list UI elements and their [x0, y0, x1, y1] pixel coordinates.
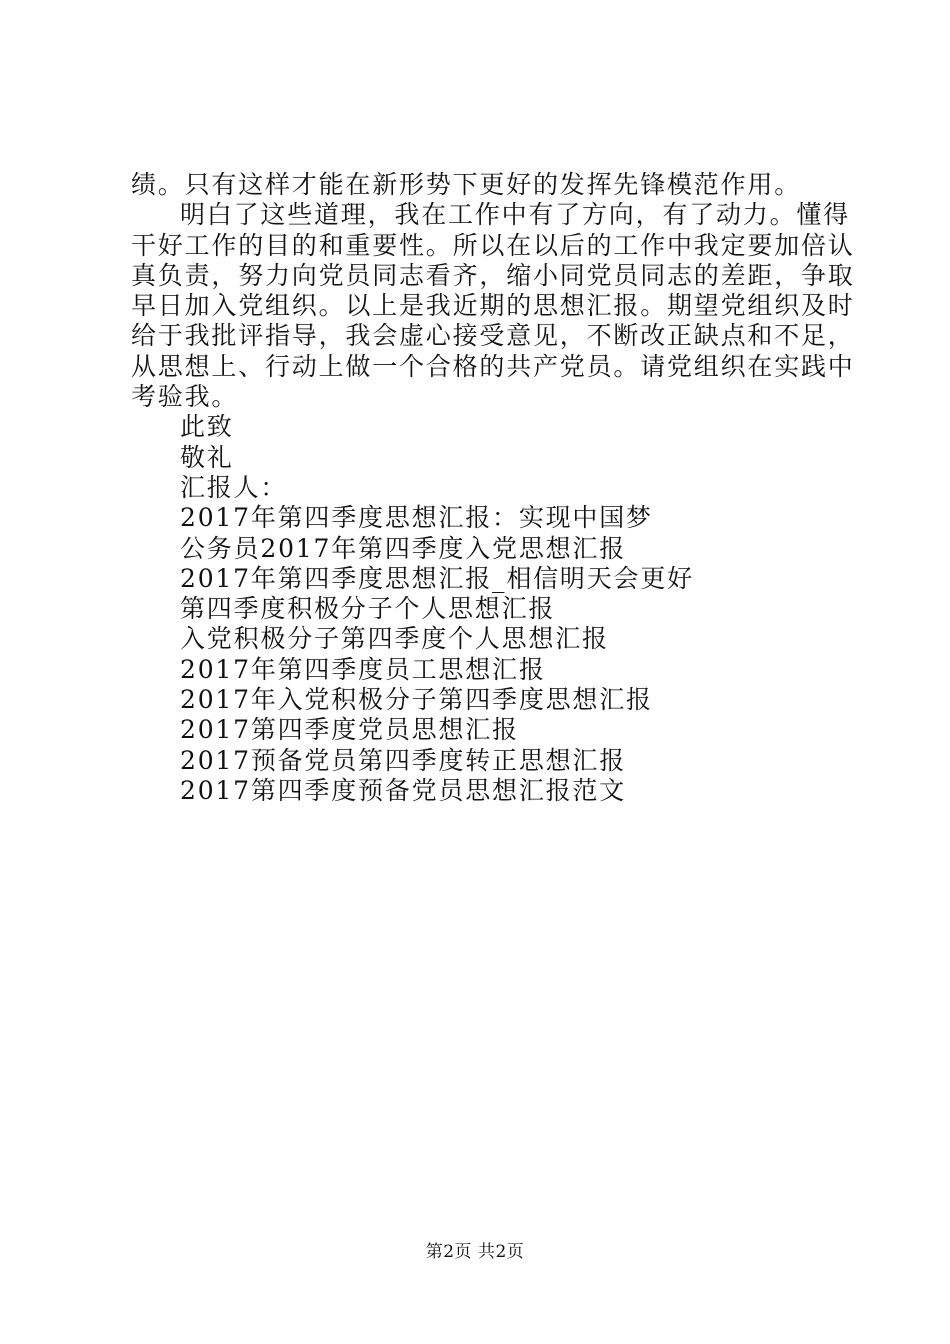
closing-regards: 敬礼: [180, 442, 234, 472]
related-title: 2017年第四季度思想汇报：实现中国梦: [180, 503, 653, 533]
closing-salutation: 此致: [180, 412, 234, 442]
body-line: 考验我。: [131, 382, 239, 412]
page-number-footer: 第2页 共2页: [425, 1242, 525, 1262]
related-title: 2017第四季度预备党员思想汇报范文: [180, 775, 627, 805]
body-line: 早日加入党组织。以上是我近期的思想汇报。期望党组织及时: [131, 291, 855, 321]
body-line: 干好工作的目的和重要性。所以在以后的工作中我定要加倍认: [131, 230, 855, 260]
body-line: 从思想上、行动上做一个合格的共产党员。请党组织在实践中: [131, 351, 855, 381]
related-title: 2017第四季度党员思想汇报: [180, 715, 519, 745]
related-titles-list: [131, 503, 831, 806]
related-title: 2017年入党积极分子第四季度思想汇报: [180, 685, 653, 715]
body-line: 真负责，努力向党员同志看齐，缩小同党员同志的差距，争取: [131, 260, 855, 290]
document-body: [131, 170, 855, 806]
related-title: 公务员2017年第四季度入党思想汇报: [180, 533, 627, 563]
reporter-label: 汇报人：: [180, 472, 288, 502]
body-line: 明白了这些道理，我在工作中有了方向，有了动力。懂得: [180, 200, 851, 230]
related-title: 2017年第四季度员工思想汇报: [180, 654, 546, 684]
body-line: 给于我批评指导，我会虚心接受意见，不断改正缺点和不足，: [131, 321, 855, 351]
related-title: 入党积极分子第四季度个人思想汇报: [180, 624, 609, 654]
related-title: 2017预备党员第四季度转正思想汇报: [180, 745, 627, 775]
body-line: 绩。只有这样才能在新形势下更好的发挥先锋模范作用。: [131, 170, 802, 199]
related-title: 2017年第四季度思想汇报_相信明天会更好: [180, 563, 694, 593]
related-title: 第四季度积极分子个人思想汇报: [180, 594, 556, 624]
